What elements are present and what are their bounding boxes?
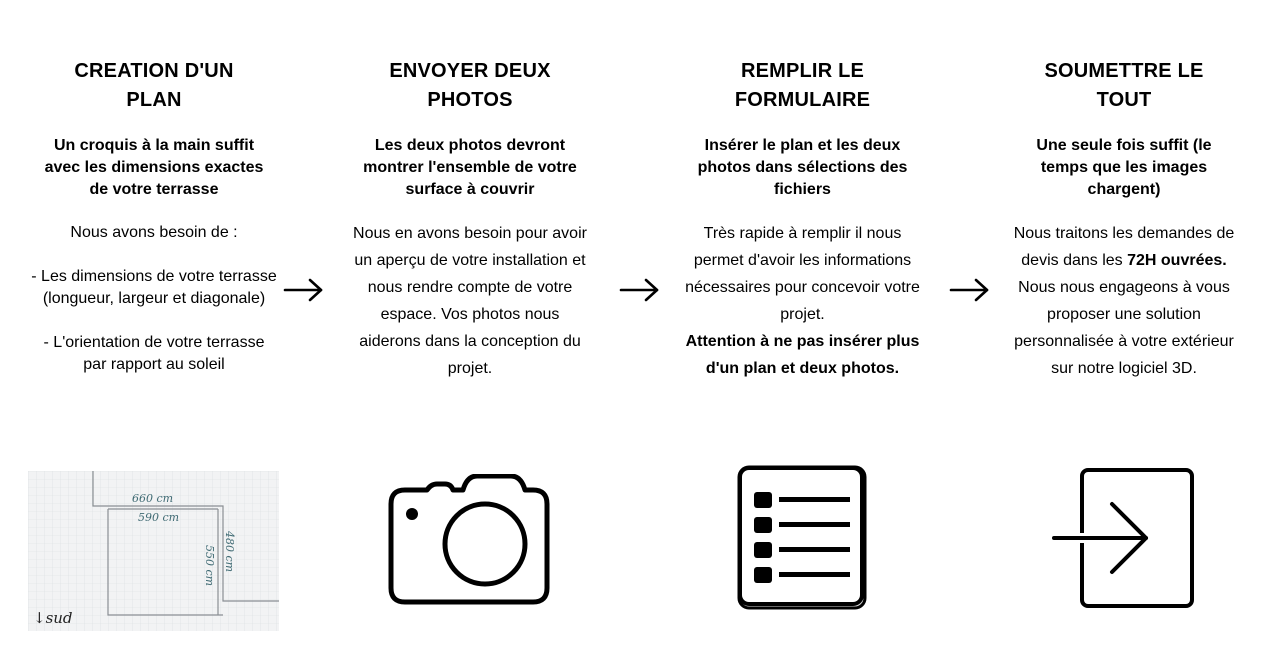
step-body-item: - Les dimensions de votre terrasse (longueur, largeur et diagonale) [31, 268, 277, 307]
plan-dim-inner: 590 cm [138, 511, 180, 524]
step-title-line: FORMULAIRE [734, 89, 871, 111]
step-body-text: Nous en avons besoin pour avoir un aperçu de votre installation et nous rendre compte de votre espace. Vos photos nous aiderons dans la conception du projet. [353, 225, 587, 377]
step-subtitle: Insérer le plan et les deux photos dans sélections des fichiers [697, 137, 908, 198]
step-title-line: PHOTOS [427, 89, 513, 111]
step-subtitle: Les deux photos devront montrer l'ensemble de votre surface à couvrir [363, 137, 577, 198]
plan-dim-vertical: 550 cm [203, 545, 216, 587]
body-text-bold: 72H ouvrées. [1127, 252, 1227, 269]
step-body [1005, 220, 1243, 382]
step-title [1005, 57, 1243, 115]
plan-sketch-image [28, 471, 279, 631]
step-body-intro: Nous avons besoin de : [70, 224, 238, 241]
body-text-part: Nous nous engageons à vous proposer une solution personnalisée à votre extérieur sur notre logiciel 3D. [1014, 279, 1234, 377]
step-body [345, 220, 595, 382]
step-title [345, 57, 595, 115]
step-title-line: CREATION D'UN [74, 60, 234, 82]
right-arrow-icon [949, 270, 991, 310]
step-body-item: - L'orientation de votre terrasse par rapport au soleil [43, 334, 265, 373]
plan-south-label: ↓sud [33, 609, 73, 627]
list-icon [737, 465, 869, 613]
right-arrow-icon [283, 270, 325, 310]
body-text-part: Nous traitons les demandes de devis dans les [1013, 225, 1235, 269]
step-title-line: ENVOYER DEUX [389, 60, 551, 82]
plan-dim-right: 480 cm [223, 531, 236, 573]
step-title-line: SOUMETTRE LE [1044, 60, 1204, 82]
step-subtitle: Une seule fois suffit (le temps que les images chargent) [1036, 137, 1212, 198]
step-body-text [1005, 220, 1243, 382]
step-title-line: REMPLIR LE [740, 60, 865, 82]
step-title-line: PLAN [126, 89, 182, 111]
step-subtitle: Un croquis à la main suffit avec les dimensions exactes de votre terrasse [44, 137, 264, 198]
camera-icon [387, 474, 552, 606]
step-body-warning: Attention à ne pas insérer plus d'un plan et deux photos. [685, 333, 920, 377]
step-body-text: Très rapide à remplir il nous permet d'avoir les informations nécessaires pour concevoir votre projet. [685, 225, 920, 323]
right-arrow-icon [619, 270, 661, 310]
step-title-line: TOUT [1096, 89, 1152, 111]
step-title [26, 57, 282, 115]
step-body [680, 220, 925, 382]
plan-dim-top: 660 cm [132, 492, 174, 505]
step-title [680, 57, 925, 115]
step-body [26, 222, 282, 376]
sign-in-icon [1050, 466, 1198, 610]
